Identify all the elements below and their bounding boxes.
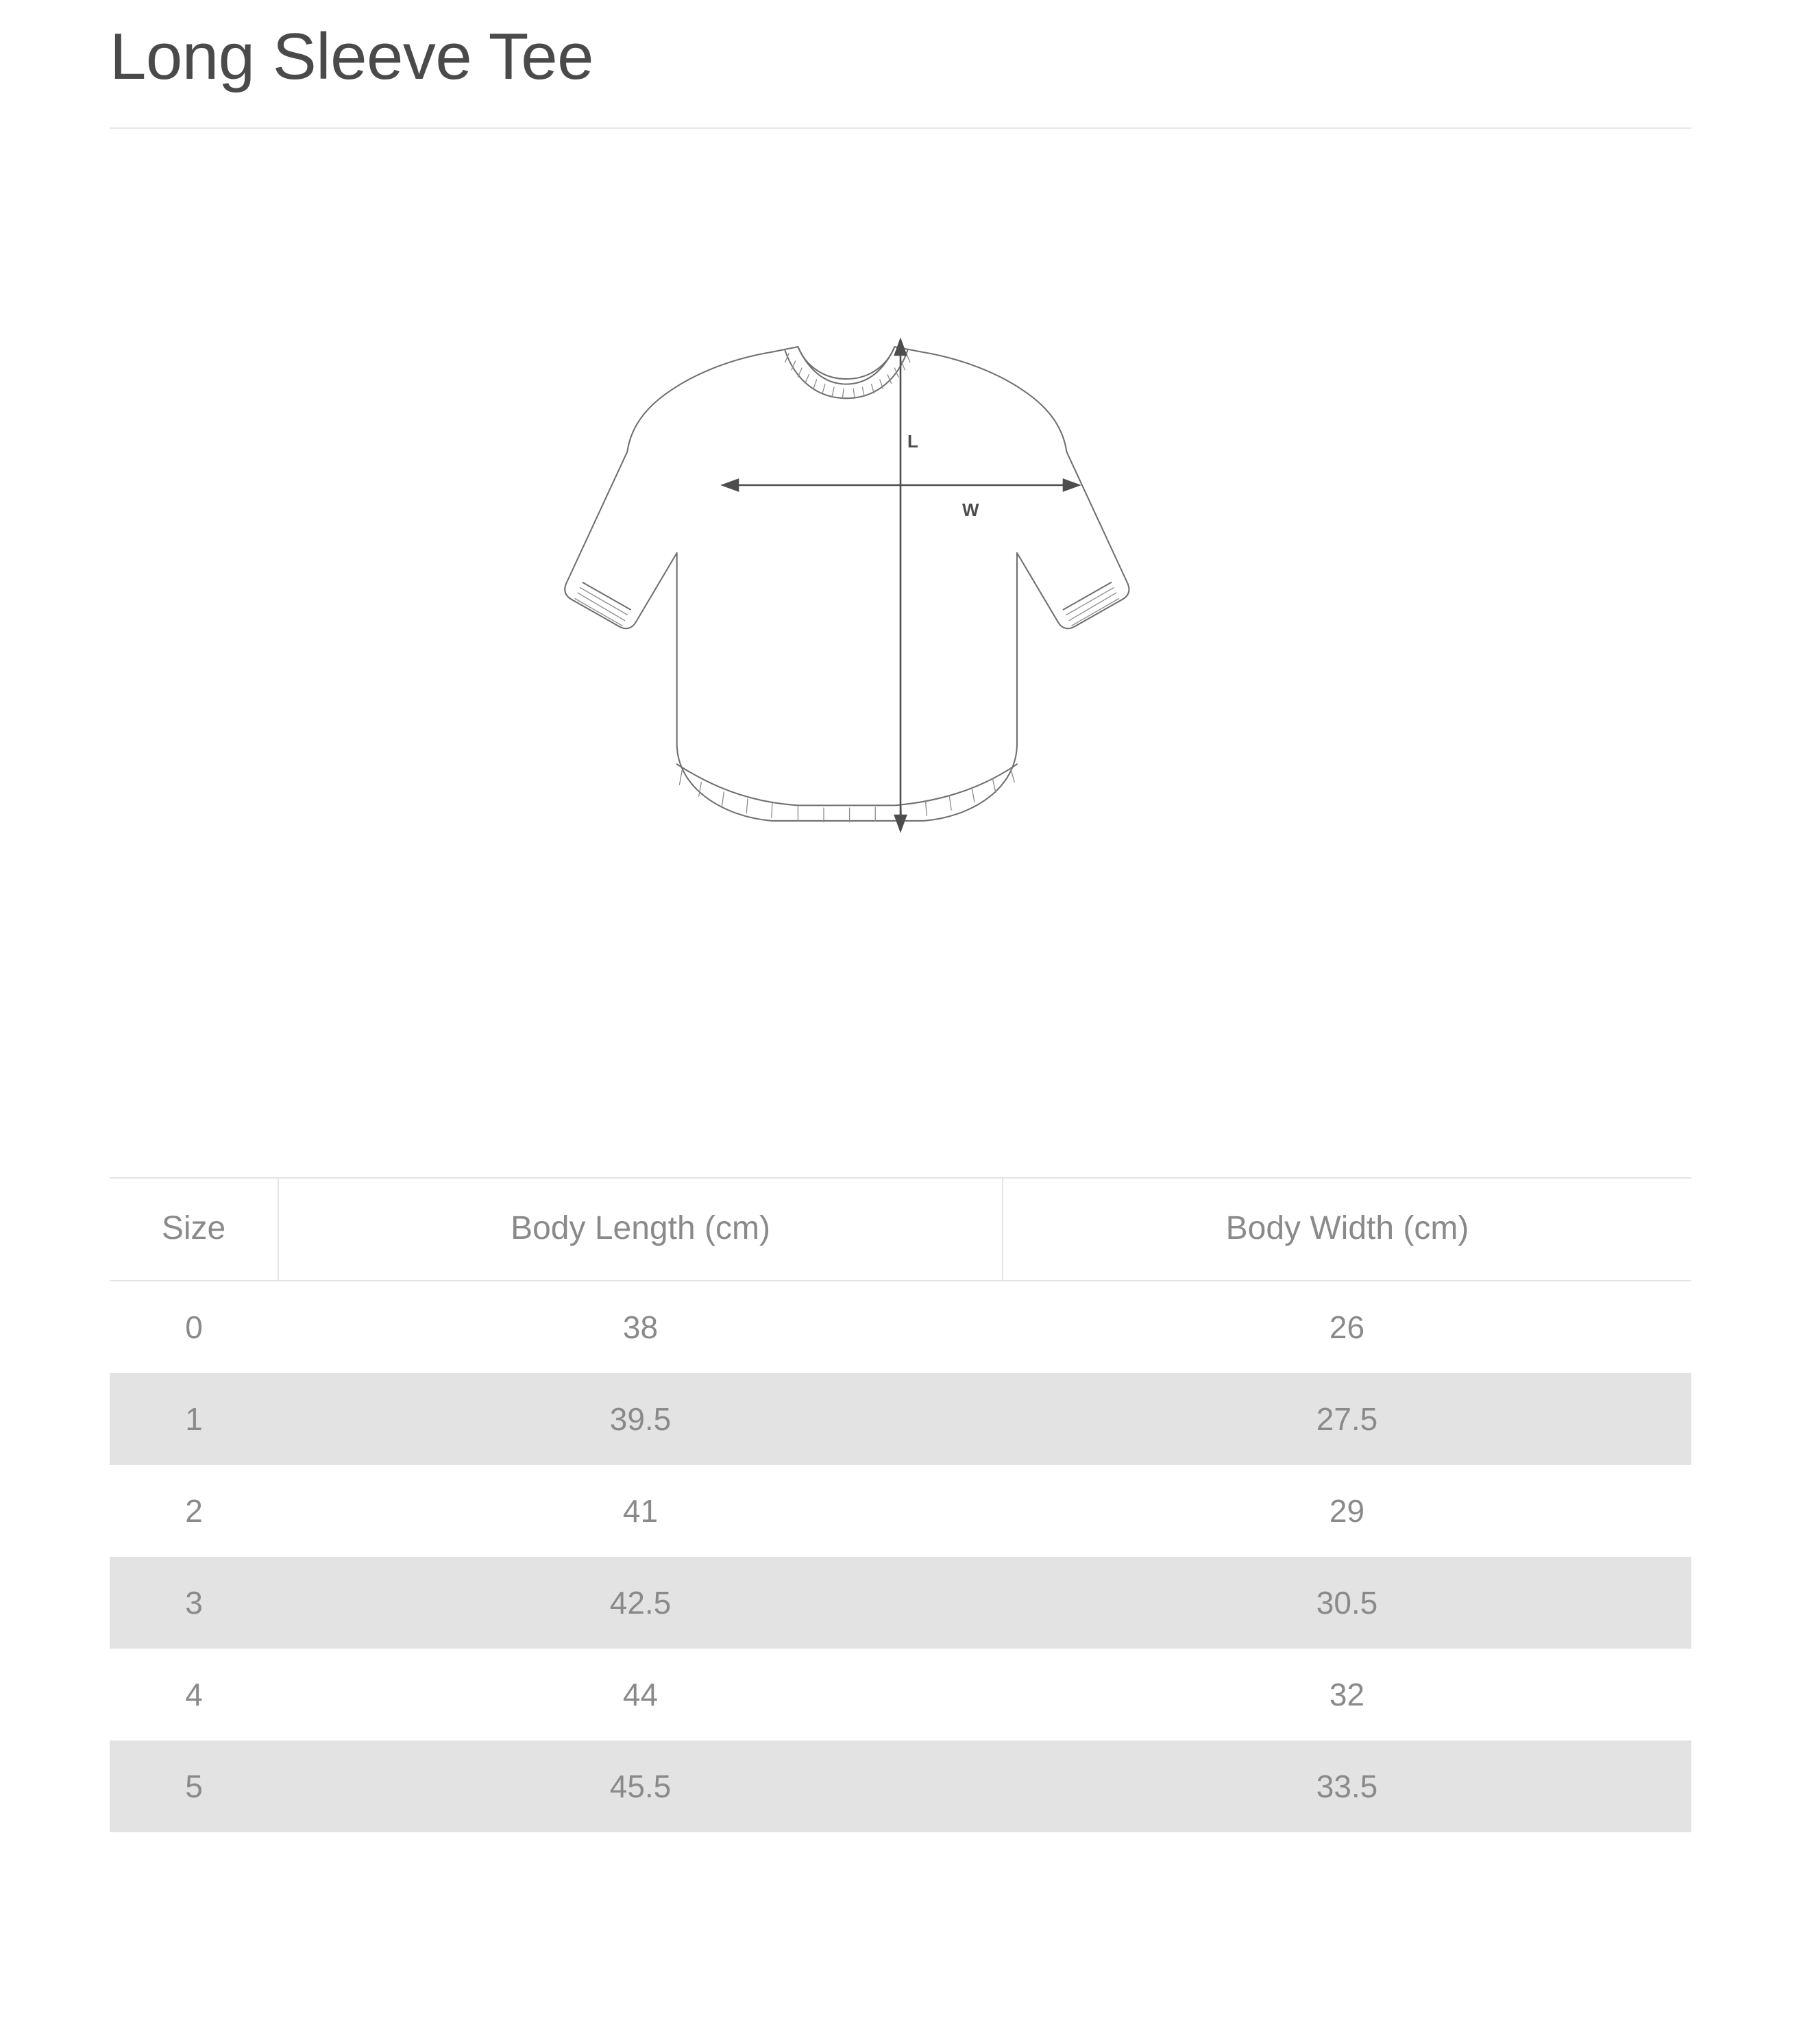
- page-title: Long Sleeve Tee: [110, 20, 593, 93]
- table-header-row: [110, 1178, 1691, 1281]
- cell-body-width: 26: [1329, 1309, 1365, 1345]
- cell-body-width: 33.5: [1316, 1768, 1378, 1804]
- cell-body-length: 39.5: [609, 1401, 672, 1437]
- table-row: [110, 1740, 1691, 1832]
- table-row: [110, 1281, 1691, 1373]
- size-chart-table: [110, 1177, 1691, 1832]
- length-label: L: [907, 430, 918, 452]
- cell-body-width: 30.5: [1316, 1584, 1378, 1621]
- cell-size: 5: [185, 1768, 203, 1804]
- cell-size: 4: [185, 1676, 203, 1712]
- cell-body-width: 29: [1329, 1492, 1365, 1529]
- width-label: W: [962, 499, 979, 520]
- column-header-body-length: Body Length (cm): [278, 1178, 1003, 1281]
- garment-diagram: [110, 129, 1691, 1177]
- table-row: [110, 1373, 1691, 1465]
- column-header-size: Size: [110, 1178, 278, 1281]
- table-row: [110, 1465, 1691, 1557]
- column-header-body-width: Body Width (cm): [1003, 1178, 1691, 1281]
- cell-body-length: 41: [622, 1492, 659, 1529]
- cell-body-length: 44: [622, 1676, 659, 1712]
- cell-body-width: 32: [1329, 1676, 1365, 1712]
- cell-size: 3: [185, 1584, 203, 1621]
- cell-body-width: 27.5: [1316, 1401, 1378, 1437]
- cell-size: 0: [185, 1309, 203, 1345]
- table-header: [110, 1178, 1691, 1281]
- table-row: [110, 1649, 1691, 1740]
- cell-body-length: 42.5: [609, 1584, 672, 1621]
- table-body: [110, 1281, 1691, 1832]
- size-guide-page: [0, 21, 1801, 2044]
- cell-body-length: 38: [622, 1309, 659, 1345]
- table-row: [110, 1557, 1691, 1649]
- cell-size: 2: [185, 1492, 203, 1529]
- cell-body-length: 45.5: [609, 1768, 672, 1804]
- cell-size: 1: [185, 1401, 203, 1437]
